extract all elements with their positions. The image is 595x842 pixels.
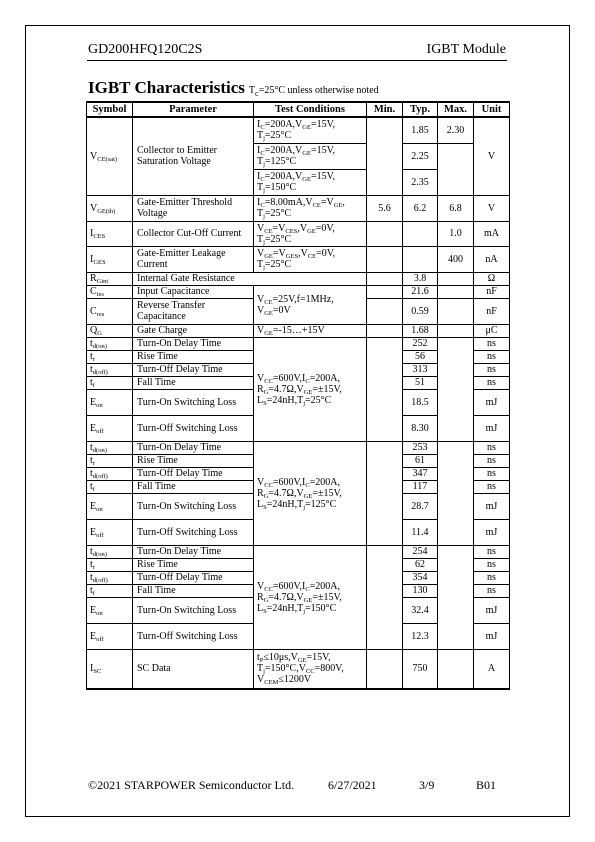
value-cell: 11.4 bbox=[403, 519, 438, 545]
section-title bbox=[88, 78, 379, 98]
symbol-cell: $E_{off}$ bbox=[87, 415, 133, 441]
symbol-cell: $t_{d(on)}$ bbox=[87, 441, 133, 454]
value-cell bbox=[367, 221, 403, 246]
value-cell: 0.59 bbox=[403, 298, 438, 324]
unit-cell: ns bbox=[474, 350, 510, 363]
symbol-cell: $t_f$ bbox=[87, 376, 133, 389]
parameter-cell: SC Data bbox=[133, 649, 254, 689]
symbol-cell: $Q_G$ bbox=[87, 324, 133, 337]
symbol-cell: $t_{d(off)}$ bbox=[87, 571, 133, 584]
value-cell bbox=[367, 246, 403, 272]
test-conditions-cell: $V_{CE}=25V,f=1MHz$, $V_{GE}=0V$ bbox=[254, 285, 367, 324]
unit-cell: nF bbox=[474, 285, 510, 298]
test-conditions-cell: $I_C=200A,V_{GE}=15V$, $T_j=150^\circ C$ bbox=[254, 169, 367, 195]
value-cell bbox=[438, 298, 474, 324]
footer-page: 3/9 bbox=[419, 778, 435, 792]
parameter-cell: Rise Time bbox=[133, 454, 254, 467]
value-cell bbox=[367, 441, 403, 545]
value-cell bbox=[438, 285, 474, 298]
value-cell: 21.6 bbox=[403, 285, 438, 298]
value-cell bbox=[367, 649, 403, 689]
value-cell: 2.30 bbox=[438, 117, 474, 143]
column-header: Parameter bbox=[133, 102, 254, 117]
unit-cell: ns bbox=[474, 363, 510, 376]
value-cell: 32.4 bbox=[403, 597, 438, 623]
unit-cell: mA bbox=[474, 221, 510, 246]
symbol-cell: $t_f$ bbox=[87, 584, 133, 597]
value-cell: 2.25 bbox=[403, 143, 438, 169]
unit-cell: ns bbox=[474, 558, 510, 571]
symbol-cell: $t_r$ bbox=[87, 558, 133, 571]
unit-cell: ns bbox=[474, 441, 510, 454]
value-cell: 28.7 bbox=[403, 493, 438, 519]
test-conditions-cell: $I_C=8.00mA,V_{CE}=V_{GE}$, $T_j=25^\circ C$ bbox=[254, 195, 367, 221]
test-conditions-cell: $I_C=200A,V_{GE}=15V$, $T_j=125^\circ C$ bbox=[254, 143, 367, 169]
value-cell: 61 bbox=[403, 454, 438, 467]
parameter-cell: Collector Cut-Off Current bbox=[133, 221, 254, 246]
unit-cell: ns bbox=[474, 337, 510, 350]
parameter-cell: Reverse Transfer Capacitance bbox=[133, 298, 254, 324]
igbt-characteristics-table bbox=[86, 101, 510, 690]
unit-cell: ns bbox=[474, 584, 510, 597]
unit-cell: nF bbox=[474, 298, 510, 324]
parameter-cell: Turn-On Delay Time bbox=[133, 545, 254, 558]
value-cell bbox=[438, 324, 474, 337]
value-cell: 253 bbox=[403, 441, 438, 454]
document-type: IGBT Module bbox=[426, 42, 506, 57]
section-condition: $T_c=25^\circ C$ unless otherwise noted bbox=[248, 85, 379, 98]
value-cell: 1.68 bbox=[403, 324, 438, 337]
test-conditions-cell: $V_{GE}=V_{GES},V_{CE}=0V$, $T_j=25^\circ C$ bbox=[254, 246, 367, 272]
test-conditions-cell: $V_{CC}=600V,I_C=200A$, $R_G=4.7\Omega,V_{GE}=\pm 15V$, $L_S=24nH,T_j=125^\circ C$ bbox=[254, 441, 367, 545]
parameter-cell: Turn-Off Switching Loss bbox=[133, 415, 254, 441]
value-cell: 347 bbox=[403, 467, 438, 480]
symbol-cell: $t_{d(off)}$ bbox=[87, 467, 133, 480]
value-cell bbox=[438, 272, 474, 285]
parameter-cell: Turn-Off Delay Time bbox=[133, 571, 254, 584]
test-conditions-cell: $V_{CE}=V_{CES},V_{GE}=0V$, $T_j=25^\circ C$ bbox=[254, 221, 367, 246]
parameter-cell: Input Capacitance bbox=[133, 285, 254, 298]
parameter-cell: Turn-Off Delay Time bbox=[133, 363, 254, 376]
parameter-cell: Internal Gate Resistance bbox=[133, 272, 367, 285]
table-body bbox=[87, 117, 510, 689]
table-row bbox=[87, 545, 510, 558]
value-cell: 400 bbox=[438, 246, 474, 272]
symbol-cell: $t_f$ bbox=[87, 480, 133, 493]
value-cell bbox=[367, 117, 403, 195]
column-header: Symbol bbox=[87, 102, 133, 117]
parameter-cell: Turn-On Delay Time bbox=[133, 337, 254, 350]
value-cell: 3.8 bbox=[403, 272, 438, 285]
unit-cell: ns bbox=[474, 571, 510, 584]
symbol-cell: $C_{res}$ bbox=[87, 298, 133, 324]
parameter-cell: Gate-Emitter Leakage Current bbox=[133, 246, 254, 272]
unit-cell: nA bbox=[474, 246, 510, 272]
table-row bbox=[87, 324, 510, 337]
symbol-cell: $E_{off}$ bbox=[87, 519, 133, 545]
test-conditions-cell: $I_C=200A,V_{GE}=15V$, $T_j=25^\circ C$ bbox=[254, 117, 367, 143]
value-cell: 313 bbox=[403, 363, 438, 376]
footer-date: 6/27/2021 bbox=[328, 778, 377, 792]
value-cell: 750 bbox=[403, 649, 438, 689]
value-cell bbox=[367, 324, 403, 337]
value-cell bbox=[403, 246, 438, 272]
value-cell: 51 bbox=[403, 376, 438, 389]
unit-cell: μC bbox=[474, 324, 510, 337]
value-cell: 354 bbox=[403, 571, 438, 584]
symbol-cell: $t_{d(off)}$ bbox=[87, 363, 133, 376]
value-cell bbox=[438, 649, 474, 689]
parameter-cell: Turn-Off Switching Loss bbox=[133, 519, 254, 545]
table-row bbox=[87, 649, 510, 689]
symbol-cell: $V_{CE(sat)}$ bbox=[87, 117, 133, 195]
parameter-cell: Fall Time bbox=[133, 480, 254, 493]
column-header: Min. bbox=[367, 102, 403, 117]
value-cell bbox=[438, 337, 474, 441]
unit-cell: ns bbox=[474, 545, 510, 558]
parameter-cell: Turn-On Switching Loss bbox=[133, 389, 254, 415]
part-number: GD200HFQ120C2S bbox=[88, 42, 203, 57]
value-cell bbox=[438, 441, 474, 545]
test-conditions-cell: $t_P\le 10\mu s,V_{GE}=15V$, $T_j=150^\circ C,V_{CC}=800V$, $V_{CEM}\le 1200V$ bbox=[254, 649, 367, 689]
value-cell: 12.3 bbox=[403, 623, 438, 649]
symbol-cell: $R_{Gint}$ bbox=[87, 272, 133, 285]
footer-revision: B01 bbox=[476, 778, 497, 792]
unit-cell: mJ bbox=[474, 415, 510, 441]
column-header: Test Conditions bbox=[254, 102, 367, 117]
value-cell: 254 bbox=[403, 545, 438, 558]
unit-cell: ns bbox=[474, 467, 510, 480]
value-cell: 130 bbox=[403, 584, 438, 597]
value-cell bbox=[438, 143, 474, 195]
value-cell: 18.5 bbox=[403, 389, 438, 415]
symbol-cell: $V_{GE(th)}$ bbox=[87, 195, 133, 221]
symbol-cell: $E_{on}$ bbox=[87, 389, 133, 415]
value-cell bbox=[367, 298, 403, 324]
value-cell: 56 bbox=[403, 350, 438, 363]
symbol-cell: $E_{off}$ bbox=[87, 623, 133, 649]
parameter-cell: Rise Time bbox=[133, 350, 254, 363]
parameter-cell: Fall Time bbox=[133, 376, 254, 389]
section-heading: IGBT Characteristics bbox=[88, 78, 245, 97]
column-header: Unit bbox=[474, 102, 510, 117]
value-cell bbox=[367, 337, 403, 441]
value-cell: 5.6 bbox=[367, 195, 403, 221]
unit-cell: V bbox=[474, 117, 510, 195]
unit-cell: mJ bbox=[474, 519, 510, 545]
unit-cell: Ω bbox=[474, 272, 510, 285]
symbol-cell: $I_{GES}$ bbox=[87, 246, 133, 272]
value-cell bbox=[367, 285, 403, 298]
symbol-cell: $t_{d(on)}$ bbox=[87, 337, 133, 350]
table-row bbox=[87, 221, 510, 246]
table-row bbox=[87, 195, 510, 221]
unit-cell: ns bbox=[474, 454, 510, 467]
header-divider bbox=[87, 60, 507, 61]
value-cell: 2.35 bbox=[403, 169, 438, 195]
table-row bbox=[87, 441, 510, 454]
parameter-cell: Turn-On Delay Time bbox=[133, 441, 254, 454]
parameter-cell: Collector to Emitter Saturation Voltage bbox=[133, 117, 254, 195]
symbol-cell: $I_{SC}$ bbox=[87, 649, 133, 689]
test-conditions-cell: $V_{CC}=600V,I_C=200A$, $R_G=4.7\Omega,V_{GE}=\pm 15V$, $L_S=24nH,T_j=25^\circ C$ bbox=[254, 337, 367, 441]
value-cell: 1.0 bbox=[438, 221, 474, 246]
value-cell bbox=[367, 545, 403, 649]
value-cell bbox=[438, 545, 474, 649]
value-cell: 6.8 bbox=[438, 195, 474, 221]
parameter-cell: Turn-On Switching Loss bbox=[133, 493, 254, 519]
symbol-cell: $E_{on}$ bbox=[87, 493, 133, 519]
table-row bbox=[87, 246, 510, 272]
value-cell: 1.85 bbox=[403, 117, 438, 143]
symbol-cell: $I_{CES}$ bbox=[87, 221, 133, 246]
unit-cell: ns bbox=[474, 376, 510, 389]
value-cell: 8.30 bbox=[403, 415, 438, 441]
table-header-row bbox=[87, 102, 510, 117]
value-cell: 6.2 bbox=[403, 195, 438, 221]
table-row bbox=[87, 117, 510, 143]
symbol-cell: $t_r$ bbox=[87, 350, 133, 363]
value-cell bbox=[367, 272, 403, 285]
table-row bbox=[87, 337, 510, 350]
table-row bbox=[87, 272, 510, 285]
unit-cell: ns bbox=[474, 480, 510, 493]
value-cell bbox=[403, 221, 438, 246]
table-row bbox=[87, 285, 510, 298]
parameter-cell: Turn-Off Switching Loss bbox=[133, 623, 254, 649]
unit-cell: mJ bbox=[474, 493, 510, 519]
column-header: Max. bbox=[438, 102, 474, 117]
unit-cell: V bbox=[474, 195, 510, 221]
unit-cell: mJ bbox=[474, 389, 510, 415]
unit-cell: mJ bbox=[474, 597, 510, 623]
footer-copyright: ©2021 STARPOWER Semiconductor Ltd. bbox=[88, 778, 295, 792]
symbol-cell: $t_{d(on)}$ bbox=[87, 545, 133, 558]
value-cell: 117 bbox=[403, 480, 438, 493]
unit-cell: A bbox=[474, 649, 510, 689]
parameter-cell: Turn-On Switching Loss bbox=[133, 597, 254, 623]
parameter-cell: Rise Time bbox=[133, 558, 254, 571]
value-cell: 252 bbox=[403, 337, 438, 350]
column-header: Typ. bbox=[403, 102, 438, 117]
parameter-cell: Gate-Emitter Threshold Voltage bbox=[133, 195, 254, 221]
parameter-cell: Fall Time bbox=[133, 584, 254, 597]
parameter-cell: Gate Charge bbox=[133, 324, 254, 337]
symbol-cell: $C_{ies}$ bbox=[87, 285, 133, 298]
symbol-cell: $t_r$ bbox=[87, 454, 133, 467]
test-conditions-cell: $V_{CC}=600V,I_C=200A$, $R_G=4.7\Omega,V_{GE}=\pm 15V$, $L_S=24nH,T_j=150^\circ C$ bbox=[254, 545, 367, 649]
symbol-cell: $E_{on}$ bbox=[87, 597, 133, 623]
value-cell: 62 bbox=[403, 558, 438, 571]
unit-cell: mJ bbox=[474, 623, 510, 649]
test-conditions-cell: $V_{GE}=-15\dots+15V$ bbox=[254, 324, 367, 337]
parameter-cell: Turn-Off Delay Time bbox=[133, 467, 254, 480]
